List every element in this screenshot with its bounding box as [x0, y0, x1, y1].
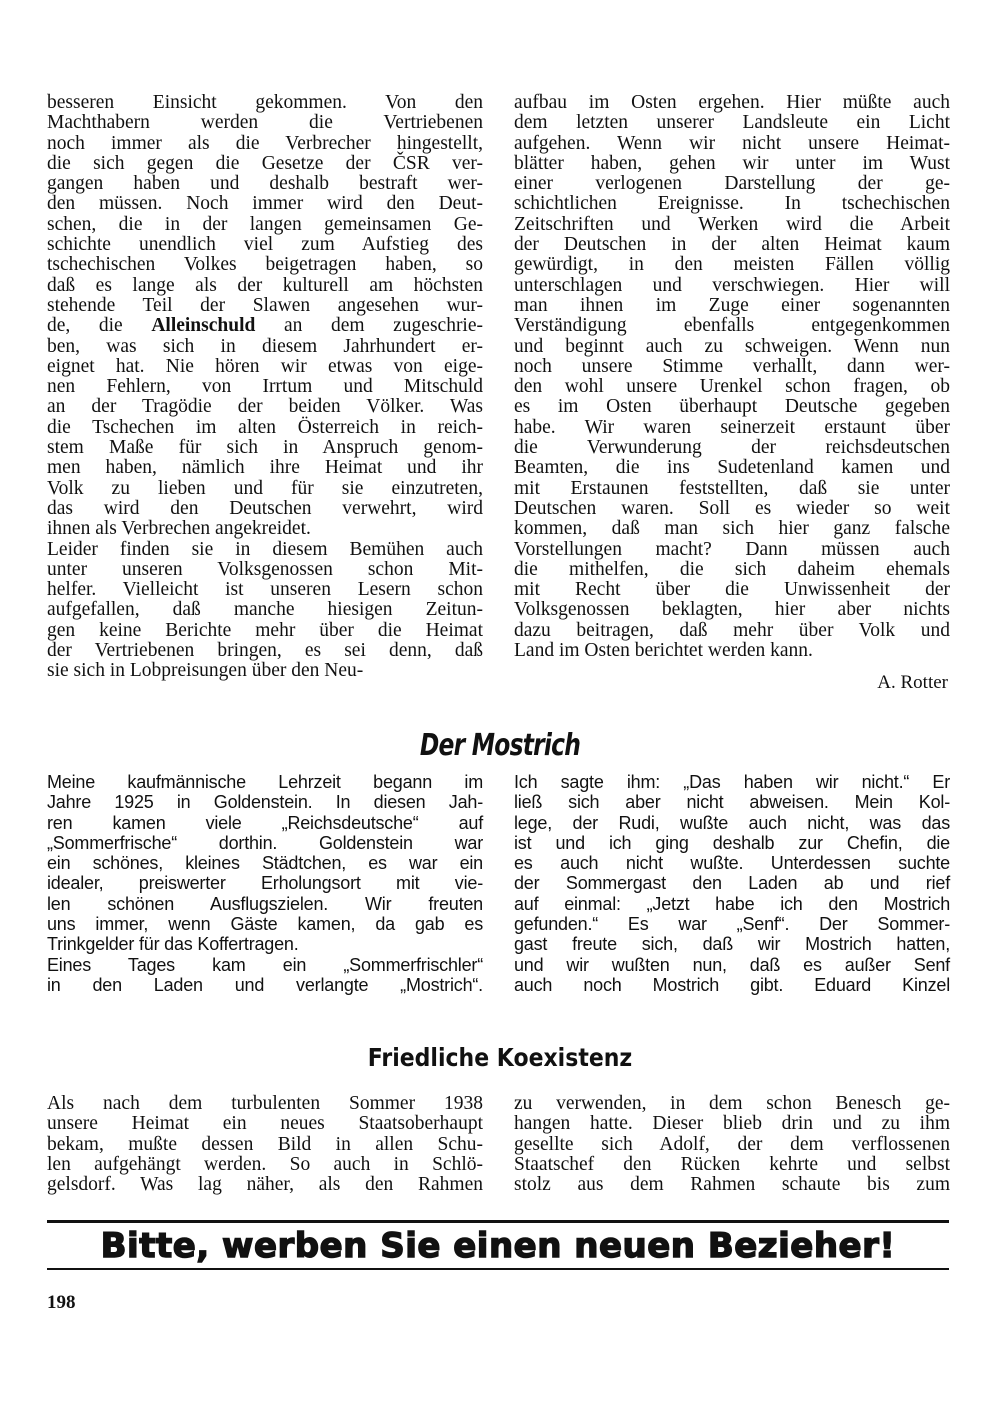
- text-line: gelsdorf. Was lag näher, als den Rahmen: [47, 1174, 483, 1196]
- text-line: es auch nicht wußte. Unterdessen suchte: [514, 853, 950, 874]
- text-line: Staatschef den Rücken kehrte und selbst: [514, 1153, 950, 1175]
- text-line: schichte unendlich viel zum Aufstieg des: [47, 234, 483, 256]
- text-line: unsere Heimat ein neues Staatsoberhaupt: [47, 1113, 483, 1135]
- text-line: „Sommerfrische“ dorthin. Goldenstein war: [47, 832, 483, 853]
- text-line: dazu beitragen, daß mehr über Volk und: [514, 619, 950, 641]
- text-line: Meine kaufmännische Lehrzeit begann im: [47, 772, 483, 792]
- text-line: die Tschechen im alten Österreich in reich-: [47, 416, 483, 438]
- text-line: Als nach dem turbulenten Sommer 1938: [47, 1093, 483, 1114]
- text-line: Deutschen waren. Soll es wieder so weit: [514, 497, 950, 519]
- text-line: uns immer, wenn Gäste kamen, da gab es: [47, 914, 483, 935]
- text-line: gangen haben und deshalb bestraft wer-: [47, 173, 483, 195]
- text-line: aufgehen. Wenn wir nicht unsere Heimat-: [514, 132, 950, 154]
- article2-column-2: [514, 772, 950, 995]
- text-line: einer verlogenen Darstellung der ge-: [514, 173, 950, 195]
- text-line: tschechischen Volkes beigetragen haben, so: [47, 254, 483, 276]
- text-line: gast freute sich, daß wir Mostrich hatten,: [514, 934, 950, 955]
- text-line: der Deutschen in der alten Heimat kaum: [514, 234, 950, 256]
- text-line: gefunden.“ Es war „Senf“. Der Sommer-: [514, 914, 950, 935]
- article3-title: Friedliche Koexistenz: [367, 1043, 633, 1072]
- text-line: Trinkgelder für das Koffertragen.: [47, 934, 299, 955]
- text-line: ren kamen viele „Reichsdeutsche“ auf: [47, 812, 483, 833]
- text-line: Ich sagte ihm: „Das haben wir nicht.“ Er: [514, 772, 950, 792]
- text-line: len schönen Ausflugszielen. Wir freuten: [47, 893, 483, 914]
- text-line: man ihnen im Zuge einer sogenannten: [514, 294, 950, 316]
- text-line: stem Maße für sich in Anspruch genom-: [47, 437, 483, 459]
- text-line: Volk zu lieben und für sie einzutreten,: [47, 477, 483, 499]
- text-line: eignet hat. Nie hören wir etwas von eige-: [47, 355, 483, 377]
- article2-column-1: [47, 772, 483, 995]
- text-line: ein schönes, kleines Städtchen, es war ein: [47, 853, 483, 874]
- text-line: Land im Osten berichtet werden kann.: [514, 640, 813, 662]
- text-line: Zeitschriften und Werken wird die Arbeit: [514, 213, 950, 235]
- text-line: Volksgenossen beklagten, hier aber nichts: [514, 599, 950, 621]
- text-line: helfer. Vielleicht ist unseren Lesern schon: [47, 579, 483, 601]
- article1-column-1: [47, 93, 483, 682]
- text-line: ist und ich ging deshalb zur Chefin, die: [514, 832, 950, 853]
- article3-column-1: [47, 1094, 483, 1195]
- text-line: Eines Tages kam ein „Sommerfrischler“: [47, 954, 483, 975]
- text-line: Jahre 1925 in Goldenstein. In diesen Jah-: [47, 792, 483, 813]
- text-line: bekam, mußte dessen Bild in allen Schu-: [47, 1133, 483, 1155]
- text-line: auf einmal: „Jetzt habe ich den Mostrich: [514, 893, 950, 914]
- text-line: stolz aus dem Rahmen schaute bis zum: [514, 1174, 950, 1196]
- text-line: besseren Einsicht gekommen. Von den: [47, 92, 483, 113]
- article3-column-2: [514, 1094, 950, 1195]
- text-line: mit Recht über die Unwissenheit der: [514, 579, 950, 601]
- text-line: sie sich in Lobpreisungen über den Neu-: [47, 660, 364, 682]
- text-line: den müssen. Noch immer wird den Deut-: [47, 193, 483, 215]
- text-line: habe. Wir waren seinerzeit erstaunt über: [514, 416, 950, 438]
- text-line: len aufgehängt werden. So auch in Schlö-: [47, 1153, 483, 1175]
- text-line: die sich gegen die Gesetze der ČSR ver-: [47, 152, 483, 174]
- text-line: und wir wußten nun, daß es außer Senf: [514, 954, 950, 975]
- text-line: zu verwenden, in dem schon Benesch ge-: [514, 1093, 950, 1114]
- text-line: stehende Teil der Slawen angesehen wur-: [47, 294, 483, 316]
- text-line: ihnen als Verbrechen angekreidet.: [47, 518, 311, 540]
- banner-top-rule: [47, 1220, 949, 1223]
- text-line: der Sommergast den Laden ab und rief: [514, 873, 950, 894]
- article1-signature: A. Rotter: [877, 672, 948, 693]
- text-line: gewürdigt, in den meisten Fällen völlig: [514, 254, 950, 276]
- subscriber-banner: Bitte, werben Sie einen neuen Bezieher!: [100, 1226, 896, 1266]
- text-line: die mithelfen, die sich daheim ehemals: [514, 558, 950, 580]
- text-line: den wohl unsere Urenkel schon fragen, ob: [514, 376, 950, 398]
- text-line: dem letzten unserer Landsleute ein Licht: [514, 112, 950, 134]
- text-line: Beamten, die ins Sudetenland kamen und: [514, 457, 950, 479]
- text-line: lege, der Rudi, wußte auch nicht, was das: [514, 812, 950, 833]
- article2-title: Der Mostrich: [419, 728, 581, 763]
- text-line: daß es lange als der kulturell am höchsten: [47, 274, 483, 296]
- text-line: Leider finden sie in diesem Bemühen auch: [47, 538, 483, 560]
- text-line: Machthabern werden die Vertriebenen: [47, 112, 483, 134]
- text-line: ben, was sich in diesem Jahrhundert er-: [47, 335, 483, 357]
- text-line: der Vertriebenen bringen, es sei denn, daß: [47, 640, 483, 662]
- text-line: es im Osten überhaupt Deutsche gegeben: [514, 396, 950, 418]
- text-line: und beginnt auch zu schweigen. Wenn nun: [514, 335, 950, 357]
- text-line: an der Tragödie der beiden Völker. Was: [47, 396, 483, 418]
- text-line: in den Laden und verlangte „Mostrich“.: [47, 974, 483, 995]
- banner-bottom-rule: [47, 1268, 949, 1270]
- text-line: gesellte sich Adolf, der dem verflossenen: [514, 1133, 950, 1155]
- text-line: Verständigung ebenfalls entgegenkommen: [514, 315, 950, 337]
- text-line: noch unsere Stimme verhallt, dann wer-: [514, 355, 950, 377]
- text-line: kommen, daß man sich hier ganz falsche: [514, 518, 950, 540]
- page-number: 198: [47, 1292, 76, 1313]
- text-line: de, die Alleinschuld an dem zugeschrie-: [47, 315, 484, 337]
- text-line: das wird den Deutschen verwehrt, wird: [47, 497, 483, 519]
- text-line: aufbau im Osten ergehen. Hier müßte auch: [514, 92, 950, 113]
- text-line: mit Erstaunen feststellten, daß sie unter: [514, 477, 950, 499]
- text-line: noch immer als die Verbrecher hingestellt,: [47, 132, 483, 154]
- text-line: schen, die in der langen gemeinsamen Ge-: [47, 213, 483, 235]
- text-line: blätter haben, gehen wir unter im Wust: [514, 152, 950, 174]
- text-line: men haben, nämlich ihre Heimat und ihr: [47, 457, 483, 479]
- text-line: nen Fehlern, von Irrtum und Mitschuld: [47, 376, 483, 398]
- text-line: hangen hatte. Dieser blieb drin und zu ihm: [514, 1113, 950, 1135]
- text-line: Vorstellungen macht? Dann müssen auch: [514, 538, 950, 560]
- text-line: gen keine Berichte mehr über die Heimat: [47, 619, 483, 641]
- text-line: aufgefallen, daß manche hiesigen Zeitun-: [47, 599, 483, 621]
- emphasized-word: Alleinschuld: [151, 315, 256, 337]
- text-line: auch noch Mostrich gibt. Eduard Kinzel: [514, 974, 950, 995]
- text-line: unter unseren Volksgenossen schon Mit-: [47, 558, 483, 580]
- text-line: idealer, preiswerter Erholungsort mit vie-: [47, 873, 483, 894]
- article1-column-2: [514, 93, 950, 661]
- text-line: unterschlagen und verschwiegen. Hier will: [514, 274, 950, 296]
- text-line: ließ sich aber nicht abweisen. Mein Kol-: [514, 792, 950, 813]
- text-line: schichtlichen Ereignisse. In tschechischen: [514, 193, 950, 215]
- text-line: die Verwunderung der reichsdeutschen: [514, 437, 950, 459]
